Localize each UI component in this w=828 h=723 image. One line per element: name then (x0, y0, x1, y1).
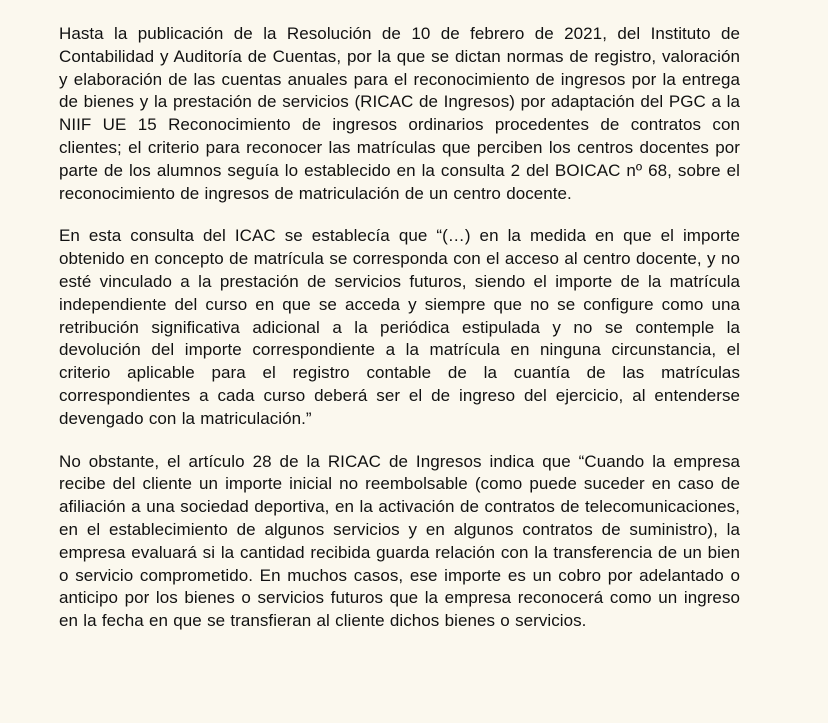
paragraph-1: Hasta la publicación de la Resolución de 10 de febrero de 2021, del Instituto de Contabilidad y Auditoría de Cuentas, por la que se dictan normas de registro, valoración y elaboración de las cuentas anuales para el reconocimiento de ingresos por la entrega de bienes y la prestación de servicios (RICAC de Ingresos) por adaptación del PGC a la NIIF UE 15 Reconocimiento de ingresos ordinarios procedentes de contratos con clientes; el criterio para reconocer las matrículas que perciben los centros docentes por parte de los alumnos seguía lo establecido en la consulta 2 del BOICAC nº 68, sobre el reconocimiento de ingresos de matriculación de un centro docente. (59, 24, 740, 203)
paragraph-3: No obstante, el artículo 28 de la RICAC de Ingresos indica que “Cuando la empresa recibe del cliente un importe inicial no reembolsable (como puede suceder en caso de afiliación a una sociedad deportiva, en la activación de contratos de telecomunicaciones, en el establecimiento de algunos servicios y en algunos contratos de suministro), la empresa evaluará si la cantidad recibida guarda relación con la transferencia de un bien o servicio comprometido. En muchos casos, ese importe es un cobro por adelantado o anticipo por los bienes o servicios futuros que la empresa reconocerá como un ingreso en la fecha en que se transfieran al cliente dichos bienes o servicios. (59, 451, 740, 631)
paragraph-2: En esta consulta del ICAC se establecía que “(…) en la medida en que el importe obtenido en concepto de matrícula se corresponda con el acceso al centro docente, y no esté vinculado a la prestación de servicios futuros, siendo el importe de la matrícula independiente del curso en que se acceda y siempre que no se configure como una retribución significativa adicional a la periódica estipulada y no se contemple la devolución del importe correspondiente a la matrícula en ninguna circunstancia, el criterio aplicable para el registro contable de la cuantía de las matrículas correspondientes a cada curso deberá ser el de ingreso del ejercicio, al entenderse devengado con la matriculación.” (59, 226, 740, 428)
